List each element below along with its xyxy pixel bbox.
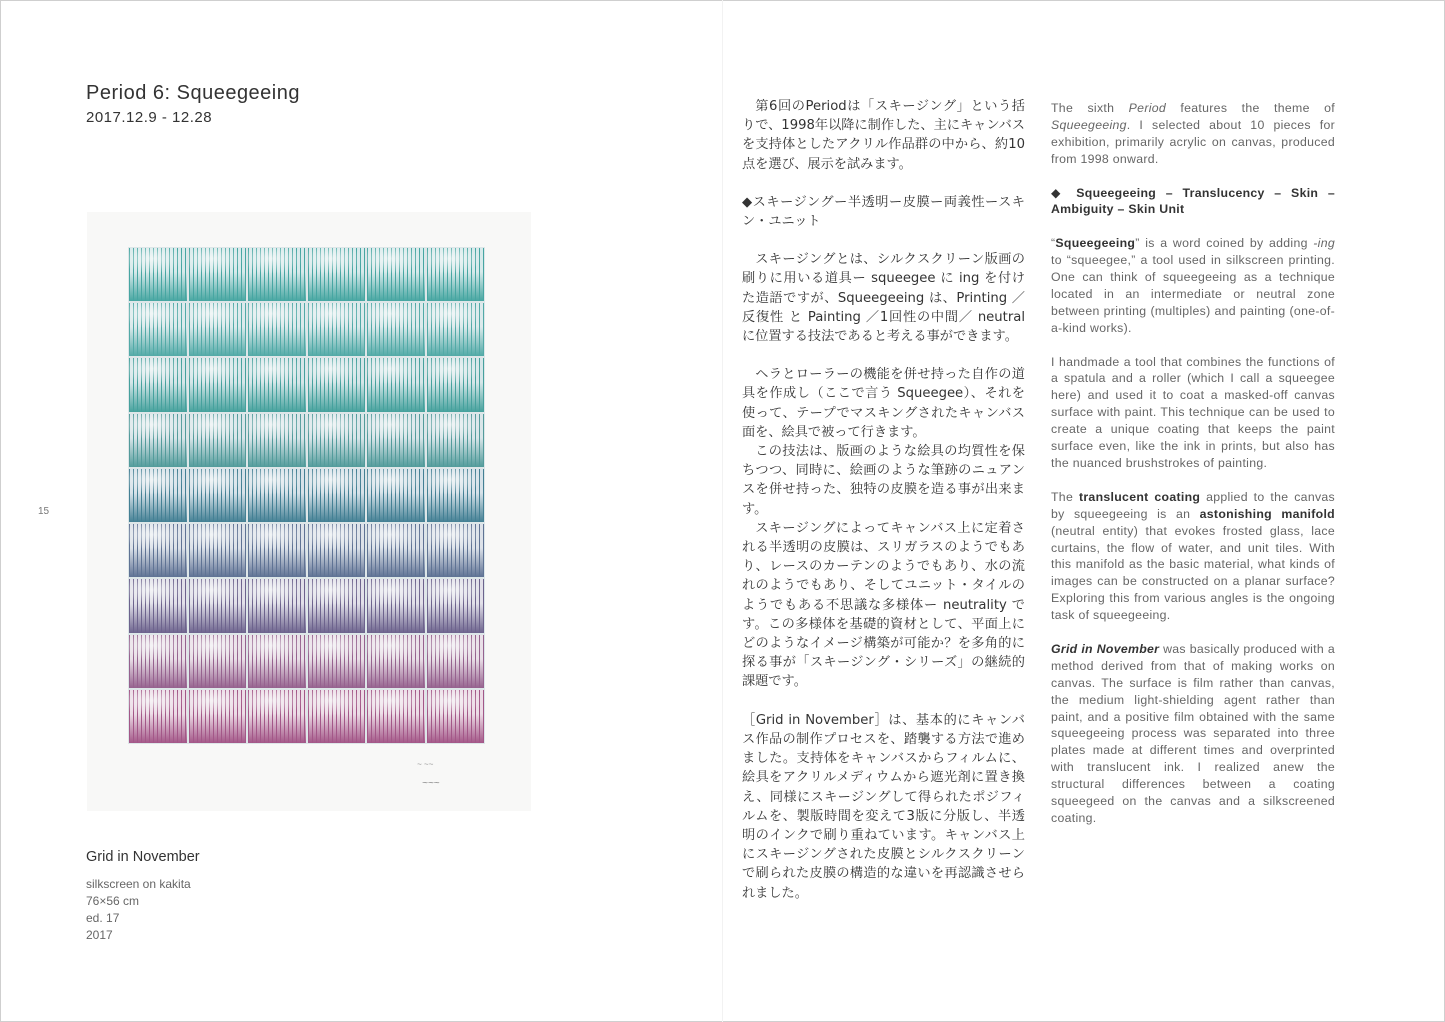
artwork-grid-tile (427, 358, 485, 411)
artwork-grid-tile (189, 303, 247, 356)
jp-paragraph: スキージングによってキャンバス上に定着される半透明の皮膜は、スリガラスのようでもあり、レースのカーテンのようでもあり、水の流れのようでもあり、そしてユニット・タイルのようでもある不思議な多様体ー neutrality です。この多様体を基礎的資材として、平面上にどのようなイメージ構築が可能か？を多角的に探る事が「スキージング・シリーズ」の継続的課題です。 (742, 520, 1025, 690)
artwork-grid-tile (189, 358, 247, 411)
artwork-grid-tile (129, 524, 187, 577)
artwork-grid-tile (367, 248, 425, 301)
artwork-grid-tile (367, 303, 425, 356)
artwork-grid-tile (248, 358, 306, 411)
jp-paragraph: ヘラとローラーの機能を併せ持った自作の道具を作成し（ここで言う Squeegee）、それを使って、テープでマスキングされたキャンバス面を、絵具で被って行きます。 (742, 367, 1025, 440)
artwork-grid-tile (427, 635, 485, 688)
artwork-size: 76×56 cm (86, 894, 140, 908)
artwork-grid-tile (427, 469, 485, 522)
artwork-grid-tile (367, 414, 425, 467)
artwork-grid-tile (248, 579, 306, 632)
artwork-grid-tile (189, 248, 247, 301)
artwork-grid-tile (129, 579, 187, 632)
artwork-grid-tile (248, 690, 306, 743)
page-number: 15 (38, 506, 50, 517)
japanese-text-column (742, 97, 1025, 903)
artwork-grid-tile (129, 303, 187, 356)
artwork-grid-tile (129, 635, 187, 688)
artwork-grid-tile (189, 469, 247, 522)
artwork-grid-tile (248, 414, 306, 467)
artwork-grid-tile (189, 690, 247, 743)
artwork-image (87, 212, 531, 811)
artwork-grid-tile (308, 690, 366, 743)
artwork-grid-tile (189, 414, 247, 467)
jp-section-heading: ◆スキージングー半透明ー皮膜ー両義性ースキン・ユニット (742, 194, 1025, 230)
artwork-grid-tile (248, 248, 306, 301)
en-section-heading: ◆ Squeegeeing – Translucency – Skin – Ambiguity – Skin Unit (1051, 185, 1335, 217)
artwork-grid-tile (427, 414, 485, 467)
exhibition-dates: 2017.12.9 - 12.28 (86, 109, 213, 126)
artwork-year: 2017 (86, 928, 113, 942)
artwork-grid (128, 247, 485, 744)
artwork-grid-tile (248, 635, 306, 688)
artwork-grid-tile (308, 414, 366, 467)
artwork-grid-tile (308, 469, 366, 522)
artwork-grid-tile (308, 579, 366, 632)
artwork-grid-tile (129, 414, 187, 467)
artwork-grid-tile (367, 690, 425, 743)
en-paragraph: “Squeegeeing” is a word coined by adding -ing to “squeegee,” a tool used in silkscreen printing. One can think of squeegeeing as a technique located in an intermediate or neutral zone between printing (multiples) and painting (one-of-a-kind works). (1051, 236, 1335, 335)
jp-paragraph: スキージングとは、シルクスクリーン版画の刷りに用いる道具ー squeegee に ing を付けた造語ですが、Squeegeeing は、Printing ／反復性 と Painting ／1回性の中間／ neutral に位置する技法であると考える事ができます。 (742, 252, 1025, 345)
artwork-grid-tile (427, 690, 485, 743)
en-paragraph: The translucent coating applied to the canvas by squeegeeing is an astonishing manifold (neutral entity) that evokes frosted glass, lace curtains, the flow of water, and unit tiles. With this manifold as the basic material, what kinds of images can be constructed on a planar surface? Exploring this from various angles is the ongoing task of squeegeeing. (1051, 489, 1335, 623)
artwork-grid-tile (248, 303, 306, 356)
artwork-grid-tile (367, 524, 425, 577)
artwork-grid-tile (189, 635, 247, 688)
artwork-medium: silkscreen on kakita (86, 877, 191, 891)
jp-paragraph: ［Grid in November］は、基本的にキャンバス作品の制作プロセスを、踏襲する方法で進めました。支持体をキャンバスからフィルムに、絵具をアクリルメディウムから遮光剤に置き換え、同様にスキージングして得られたポジフィルムを、製版時間を変えて3版に分版し、半透明のインクで刷り重ねています。キャンバス上にスキージングされた皮膜とシルクスクリーンで刷られた皮膜の構造的な違いを再認識させられました。 (742, 712, 1025, 901)
artwork-grid-tile (427, 248, 485, 301)
english-text-column (1051, 100, 1335, 844)
artwork-pencil-note: ~ ~~ (417, 760, 434, 769)
artwork-grid-tile (367, 469, 425, 522)
artwork-grid-tile (308, 248, 366, 301)
artwork-grid-tile (129, 469, 187, 522)
artwork-grid-tile (427, 303, 485, 356)
en-paragraph: I handmade a tool that combines the functions of a spatula and a roller (which I call a squeegee here) and used it to coat a masked-off canvas surface with paint. This technique can be used to create a unique coating that keeps the paint surface even, like the ink in prints, but also has the nuanced brushstrokes of painting. (1051, 354, 1335, 470)
artwork-grid-tile (129, 358, 187, 411)
en-paragraph: Grid in November was basically produced with a method derived from that of making works on canvas. The surface is film rather than canvas, the medium light-shielding agent rather than paint, and a positive film obtained with the same squeegeeing process was separated into three plates made at different times and overprinted with translucent ink. I realized anew the structural differences between a coating squeegeed on the canvas and a silkscreened coating. (1051, 641, 1336, 825)
artwork-grid-tile (308, 524, 366, 577)
artwork-grid-tile (189, 524, 247, 577)
artwork-grid-tile (129, 690, 187, 743)
artwork-title: Grid in November (86, 849, 200, 865)
artwork-grid-tile (427, 579, 485, 632)
en-intro-paragraph: The sixth Period features the theme of Squeegeeing. I selected about 10 pieces for exhibition, primarily acrylic on canvas, produced from 1998 onward. (1051, 101, 1335, 166)
artwork-grid-tile (367, 635, 425, 688)
jp-intro-paragraph: 第6回のPeriodは「スキージング」という括りで、1998年以降に制作した、主にキャンバスを支持体としたアクリル作品群の中から、約10点を選び、展示を試みます。 (742, 99, 1025, 172)
artwork-grid-tile (427, 524, 485, 577)
artwork-grid-tile (367, 358, 425, 411)
artwork-grid-tile (367, 579, 425, 632)
artwork-details (86, 876, 191, 944)
artwork-grid-tile (308, 358, 366, 411)
artwork-grid-tile (308, 635, 366, 688)
artwork-grid-tile (308, 303, 366, 356)
artwork-grid-tile (248, 469, 306, 522)
artwork-grid-tile (129, 248, 187, 301)
artist-signature: ~~~ (422, 778, 440, 789)
jp-paragraph: この技法は、版画のような絵具の均質性を保ちつつ、同時に、絵画のような筆跡のニュアンスを併せ持った、独特の皮膜を造る事が出来ます。 (742, 444, 1025, 517)
artwork-edition: ed. 17 (86, 911, 120, 925)
artwork-grid-tile (248, 524, 306, 577)
page-title: Period 6: Squeegeeing (86, 82, 300, 104)
artwork-grid-tile (189, 579, 247, 632)
book-spine (722, 0, 723, 1022)
